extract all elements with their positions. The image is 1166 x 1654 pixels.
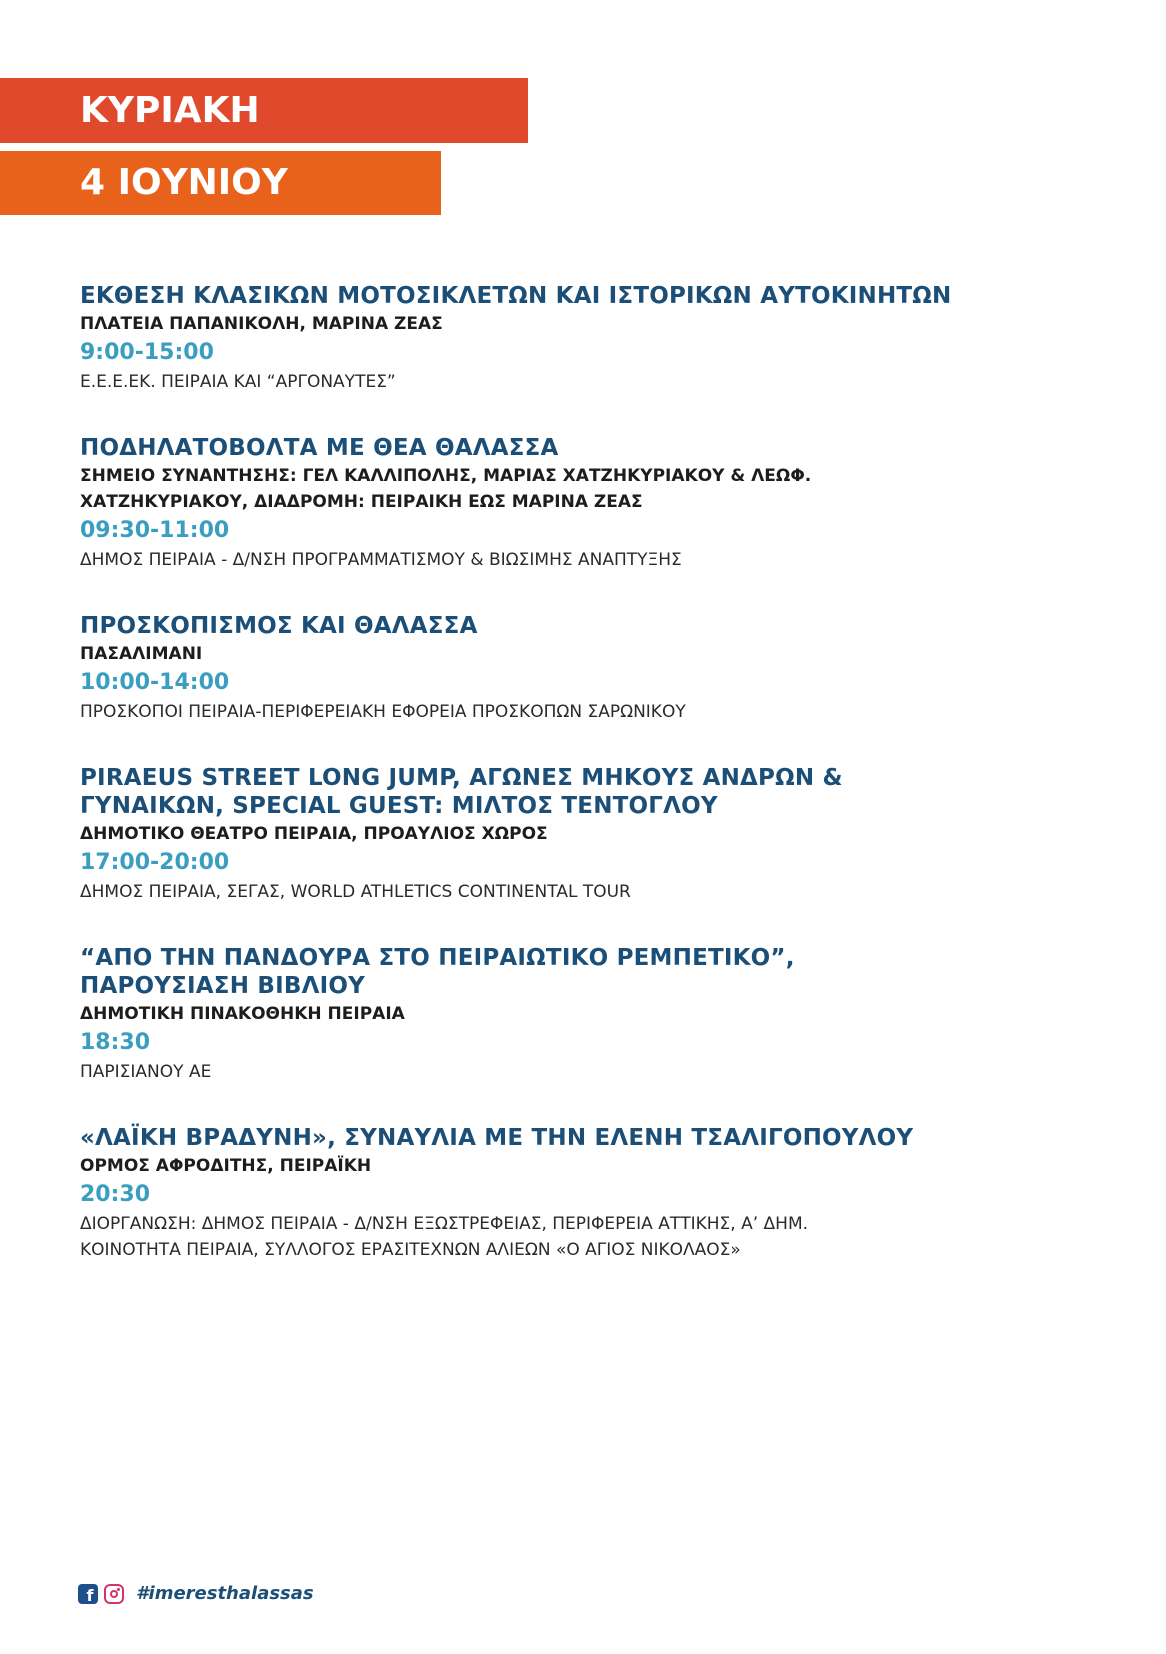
event-time: 10:00-14:00: [80, 670, 230, 695]
facebook-icon[interactable]: f: [78, 1584, 98, 1604]
instagram-icon[interactable]: [104, 1584, 124, 1604]
event-organizer-line: Ε.Ε.Ε.ΕΚ. ΠΕΙΡΑΙΑ ΚΑΙ “ΑΡΓΟΝΑΥΤΕΣ”: [80, 372, 396, 392]
event-title-line: ΕΚΘΕΣΗ ΚΛΑΣΙΚΩΝ ΜΟΤΟΣΙΚΛΕΤΩΝ ΚΑΙ ΙΣΤΟΡΙΚΩΝ ΑΥΤΟΚΙΝΗΤΩΝ: [80, 283, 952, 309]
event-title-line: ΓΥΝΑΙΚΩΝ, SPECIAL GUEST: ΜΙΛΤΟΣ ΤΕΝΤΟΓΛΟΥ: [80, 793, 718, 819]
event-title: [80, 612, 1100, 640]
event-venue: [80, 1153, 1100, 1179]
event-item: [80, 282, 1100, 395]
event-venue-line: ΔΗΜΟΤΙΚΗ ΠΙΝΑΚΟΘΗΚΗ ΠΕΙΡΑΙΑ: [80, 1004, 405, 1024]
event-organizer: [80, 1059, 1100, 1085]
event-item: [80, 612, 1100, 725]
event-title-line: ΠΡΟΣΚΟΠΙΣΜΟΣ ΚΑΙ ΘΑΛΑΣΣΑ: [80, 613, 478, 639]
instagram-lens: [110, 1590, 118, 1598]
event-organizer: [80, 1211, 1100, 1263]
instagram-dot: [117, 1588, 120, 1591]
event-title: [80, 944, 1100, 1000]
event-venue-line: ΠΛΑΤΕΙΑ ΠΑΠΑΝΙΚΟΛΗ, ΜΑΡΙΝΑ ΖΕΑΣ: [80, 314, 443, 334]
event-item: [80, 1124, 1100, 1263]
event-organizer: [80, 699, 1100, 725]
day-heading: ΚΥΡΙΑΚΗ: [80, 89, 260, 131]
event-title-line: «ΛΑΪΚΗ ΒΡΑΔΥΝΗ», ΣΥΝΑΥΛΙΑ ΜΕ ΤΗΝ ΕΛΕΝΗ ΤΣΑΛΙΓΟΠΟΥΛΟΥ: [80, 1125, 914, 1151]
event-time: 9:00-15:00: [80, 340, 214, 365]
event-organizer: [80, 547, 1100, 573]
event-organizer: [80, 879, 1100, 905]
event-title-line: ΠΑΡΟΥΣΙΑΣΗ ΒΙΒΛΙΟΥ: [80, 973, 365, 999]
event-title: [80, 282, 1100, 310]
day-banner: [0, 78, 528, 143]
event-organizer-line: ΔΙΟΡΓΑΝΩΣΗ: ΔΗΜΟΣ ΠΕΙΡΑΙΑ - Δ/ΝΣΗ ΕΞΩΣΤΡΕΦΕΙΑΣ, ΠΕΡΙΦΕΡΕΙΑ ΑΤΤΙΚΗΣ, Α’ ΔΗΜ.: [80, 1214, 809, 1234]
event-title: [80, 1124, 1100, 1152]
event-venue: [80, 311, 1100, 337]
event-venue: [80, 641, 1100, 667]
event-title-line: “ΑΠΟ ΤΗΝ ΠΑΝΔΟΥΡΑ ΣΤΟ ΠΕΙΡΑΙΩΤΙΚΟ ΡΕΜΠΕΤΙΚΟ”,: [80, 945, 795, 971]
event-venue-line: ΠΑΣΑΛΙΜΑΝΙ: [80, 644, 203, 664]
event-venue-line: ΔΗΜΟΤΙΚΟ ΘΕΑΤΡΟ ΠΕΙΡΑΙΑ, ΠΡΟΑΥΛΙΟΣ ΧΩΡΟΣ: [80, 824, 548, 844]
event-title: [80, 434, 1100, 462]
event-title-line: ΠΟΔΗΛΑΤΟΒΟΛΤΑ ΜΕ ΘΕΑ ΘΑΛΑΣΣΑ: [80, 435, 559, 461]
date-banner: [0, 151, 441, 215]
social-footer: [78, 1583, 314, 1604]
event-venue-line: ΟΡΜΟΣ ΑΦΡΟΔΙΤΗΣ, ΠΕΙΡΑΪΚΗ: [80, 1156, 372, 1176]
hashtag[interactable]: #imeresthalassas: [136, 1583, 314, 1604]
event-time: 09:30-11:00: [80, 518, 230, 543]
event-item: [80, 764, 1100, 905]
event-list: [80, 282, 1100, 1302]
event-title: [80, 764, 1100, 820]
event-time: 18:30: [80, 1030, 151, 1055]
event-venue: [80, 463, 1100, 515]
event-organizer-line: ΠΑΡΙΣΙΑΝΟΥ ΑΕ: [80, 1062, 212, 1082]
event-title-line: PIRAEUS STREET LONG JUMP, ΑΓΩΝΕΣ ΜΗΚΟΥΣ ΑΝΔΡΩΝ &: [80, 765, 843, 791]
event-organizer-line: ΔΗΜΟΣ ΠΕΙΡΑΙΑ, ΣΕΓΑΣ, WORLD ATHLETICS CONTINENTAL TOUR: [80, 882, 631, 902]
event-item: [80, 434, 1100, 573]
event-organizer: [80, 369, 1100, 395]
event-venue-line: ΧΑΤΖΗΚΥΡΙΑΚΟΥ, ΔΙΑΔΡΟΜΗ: ΠΕΙΡΑΙΚΗ ΕΩΣ ΜΑΡΙΝΑ ΖΕΑΣ: [80, 492, 643, 512]
date-heading: 4 ΙΟΥΝΙΟΥ: [80, 162, 288, 203]
event-venue-line: ΣΗΜΕΙΟ ΣΥΝΑΝΤΗΣΗΣ: ΓΕΛ ΚΑΛΛΙΠΟΛΗΣ, ΜΑΡΙΑΣ ΧΑΤΖΗΚΥΡΙΑΚΟΥ & ΛΕΩΦ.: [80, 466, 812, 486]
event-time: 20:30: [80, 1182, 151, 1207]
event-organizer-line: ΔΗΜΟΣ ΠΕΙΡΑΙΑ - Δ/ΝΣΗ ΠΡΟΓΡΑΜΜΑΤΙΣΜΟΥ & ΒΙΩΣΙΜΗΣ ΑΝΑΠΤΥΞΗΣ: [80, 550, 682, 570]
event-venue: [80, 1001, 1100, 1027]
event-venue: [80, 821, 1100, 847]
event-organizer-line: ΠΡΟΣΚΟΠΟΙ ΠΕΙΡΑΙΑ-ΠΕΡΙΦΕΡΕΙΑΚΗ ΕΦΟΡΕΙΑ ΠΡΟΣΚΟΠΩΝ ΣΑΡΩΝΙΚΟΥ: [80, 702, 686, 722]
event-item: [80, 944, 1100, 1085]
event-time: 17:00-20:00: [80, 850, 230, 875]
event-organizer-line: ΚΟΙΝΟΤΗΤΑ ΠΕΙΡΑΙΑ, ΣΥΛΛΟΓΟΣ ΕΡΑΣΙΤΕΧΝΩΝ ΑΛΙΕΩΝ «Ο ΑΓΙΟΣ ΝΙΚΟΛΑΟΣ»: [80, 1240, 741, 1260]
